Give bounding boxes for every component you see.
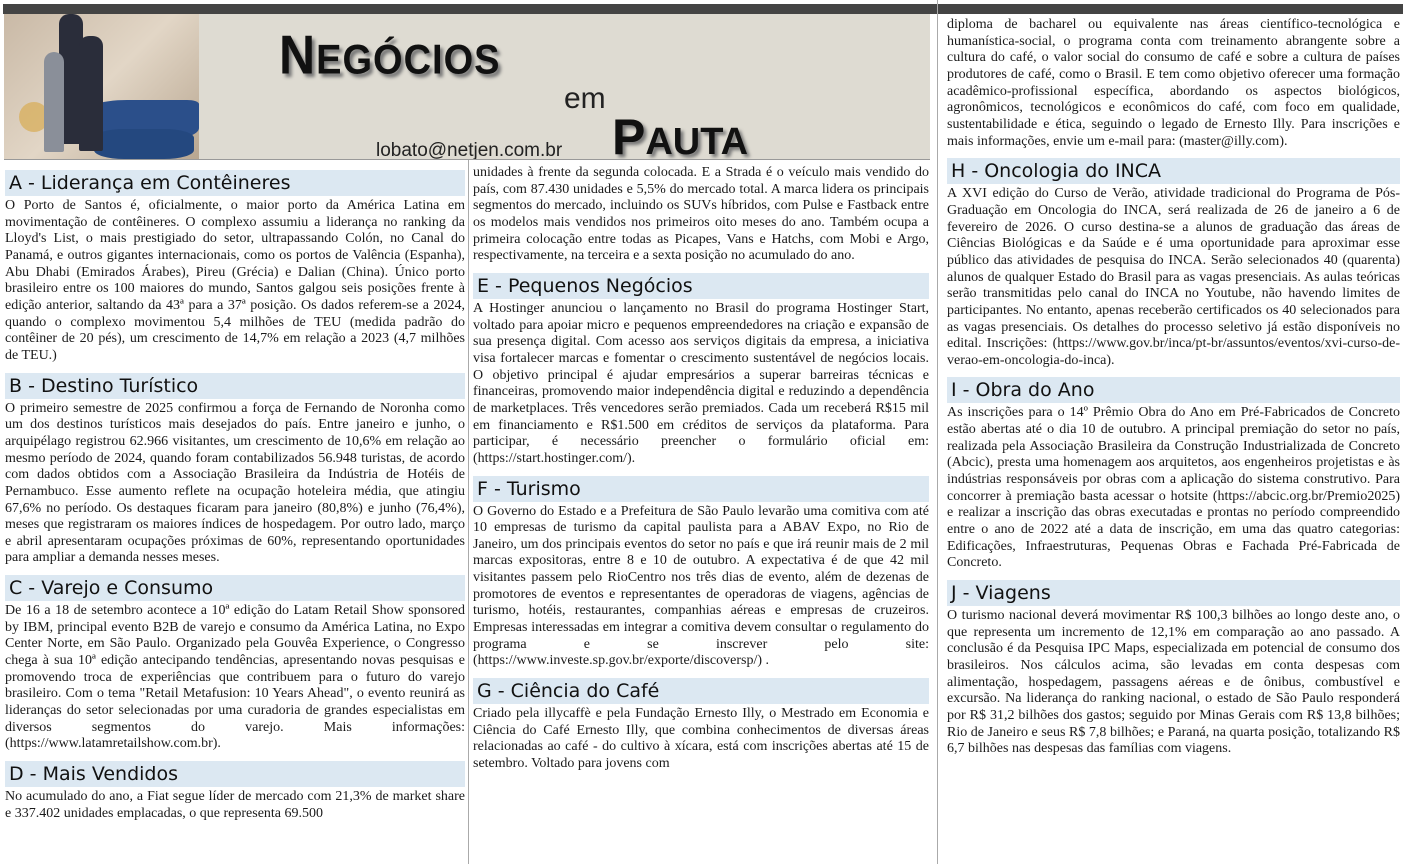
column-3 <box>947 17 1400 758</box>
section-text: Criado pela illycaffè e pela Fundação Ernesto Illy, o Mestrado em Economia e Ciência do Café Ernesto Illy, que combina conhecimentos de diversas áreas relacionadas ao café - do cultivo à xícara, está com inscrições abertas até 15 de setembro. Voltado para jovens com <box>473 706 929 772</box>
contact-email: lobato@netjen.com.br <box>376 140 563 160</box>
column-1 <box>5 168 465 822</box>
section-heading: F - Turismo <box>473 476 929 502</box>
section-text: O Governo do Estado e a Prefeitura de São Paulo levarão uma comitiva com até 10 empresas de turismo da capital paulista para a ABAV Expo, no Rio de Janeiro, um dos principais eventos do setor no país e que irá reunir mais de 2 mil marcas expositoras, entre 8 e 10 de outubro. A expectativa é de que 42 mil visitantes passem pelo RioCentro nos três dias de evento, além de dezenas de promotores de eventos e representantes de operadoras de viagens, agências de turismo, hotéis, restaurantes, companhias aéreas e empresas de cruzeiros. Empresas interessadas em integrar a comitiva devem consultar o regulamento do programa e se inscrever pelo site: (https://www.investe.sp.gov.br/exporte/discoversp/) . <box>473 503 929 669</box>
top-rule <box>3 4 1403 14</box>
section-text: No acumulado do ano, a Fiat segue líder de mercado com 21,3% de market share e 337.402 unidades emplacadas, o que representa 69.500 <box>5 789 465 821</box>
section-text: O Porto de Santos é, oficialmente, o maior porto da América Latina em movimentação de contêineres. O complexo assumiu a liderança no ranking da Lloyd's List, o mais prestigiado do setor, ultrapassando Colón, no Canal do Panamá, e outros gigantes internacionais, como os portos de Valência (Espanha), Abu Dhabi (Emirados Árabes), Pireu (Grécia) e Dalian (China). Único porto brasileiro entre os 100 maiores do mundo, Santos galgou seis posições frente à edição anterior, saltando da 43ª para a 37ª posição. Os dados referem-se a 2024, quando o complexo movimentou 5,4 milhões de TEU (medida padrão do contêiner de 20 pés), um crescimento de 14,7% em relação a 2023 (4,7 milhões de TEU.) <box>5 198 465 363</box>
column-divider <box>937 0 938 864</box>
section-text: O turismo nacional deverá movimentar R$ 100,3 bilhões ao longo deste ano, o que representa um incremento de 12,1% em comparação ao ano passado. A conclusão é da Pesquisa IPC Maps, especializada em potencial de consumo dos brasileiros. Nos cálculos acima, são levadas em conta despesas com alimentação, hospedagem, passagens aéreas e de ônibus, combustível e excursão. Na liderança do ranking nacional, o estado de São Paulo responderá por R$ 31,2 bilhões dos gastos; seguido por Minas Gerais com R$ 13,8 bilhões; Rio de Janeiro e seus R$ 7,8 bilhões; e Paraná, na quarta posição, totalizando R$ 6,7 bilhões nas despesas das famílias com viagens. <box>947 608 1400 757</box>
section-heading: E - Pequenos Negócios <box>473 273 929 299</box>
section-text: O primeiro semestre de 2025 confirmou a força de Fernando de Noronha como um dos destinos turísticos mais desejados do país. Entre janeiro e junho, o arquipélago registrou 62.966 visitantes, um crescimento de 10,6% em relação ao mesmo período de 2024, quando foram contabilizados 56.948 turistas, de acordo com dados obtidos com a Associação Brasileira da Indústria de Hotéis de Pernambuco. Esse aumento reflete na ocupação hoteleira média, que atingiu 67,6% no período. Os destaques ficaram para janeiro (80,8%) e junho (76,4%), meses que registraram os maiores índices de hospedagem. Por outro lado, março e abril apresentaram ocupações próximas de 60%, representando oportunidades para ampliar a demanda nesses meses. <box>5 400 465 566</box>
section-heading: I - Obra do Ano <box>947 377 1400 403</box>
masthead-title-negocios: NEGÓCIOS <box>279 24 501 86</box>
section-heading: H - Oncologia do INCA <box>947 158 1400 184</box>
section-text: A XVI edição do Curso de Verão, atividade tradicional do Programa de Pós-Graduação em Oncologia do INCA, será realizada de 26 de janeiro a 6 de fevereiro de 2026. O curso destina-se a alunos de graduação das áreas de Ciências Biológicas e da Saúde e é uma oportunidade para aproximar esse público das atividades de pesquisa do INCA. Serão selecionados 40 (quarenta) alunos de qualquer Estado do Brasil para as vagas presenciais. As aulas teóricas serão transmitidas pelo canal do INCA no Youtube, não havendo limites de participantes. No entanto, apenas receberão certificados os 40 selecionados para as vagas presenciais. Os detalhes do processo seletivo já estão disponíveis no edital. Inscrições: (https://www.gov.br/inca/pt-br/assuntos/eventos/xvi-curso-de-verao-em-oncologia-do-inca). <box>947 186 1400 368</box>
section-heading: G - Ciência do Café <box>473 678 929 704</box>
section-text: unidades à frente da segunda colocada. E a Strada é o veículo mais vendido do país, com 87.430 unidades e 5,5% do mercado total. A marca lidera os principais segmentos do mercado, incluindo os SUVs híbridos, com Pulse e Fastback entre os modelos mais vendidos nos primeiros oito meses do ano. Também ocupa a primeira colocação entre todas as Picapes, Vans e Hatchs, com Mobi e Argo, respectivamente, na terceira e a sexta posição no acumulado do ano. <box>473 165 929 264</box>
section-heading: D - Mais Vendidos <box>5 761 465 787</box>
handshake-photo <box>4 14 199 160</box>
masthead-title-em: em <box>564 82 606 115</box>
masthead-banner <box>4 14 930 160</box>
section-heading: B - Destino Turístico <box>5 373 465 399</box>
section-text: A Hostinger anunciou o lançamento no Brasil do programa Hostinger Start, voltado para apoiar micro e pequenos empreendedores na criação e expansão de sua presença digital. Com acesso aos serviços digitais da empresa, a iniciativa visa fortalecer marcas e fomentar o crescimento sustentável de negócios locais. O objetivo principal é ajudar empresários a superar barreiras técnicas e financeiras, promovendo maior independência digital e reduzindo a dependência de marketplaces. Três vencedores serão premiados. Cada um receberá R$15 mil em financiamento e R$1.500 em créditos de serviços da plataforma. Para participar, é necessário preencher o formulário oficial em: (https://start.hostinger.com/). <box>473 300 929 466</box>
section-heading: A - Liderança em Contêineres <box>5 170 465 196</box>
section-heading: J - Viagens <box>947 580 1400 606</box>
section-heading: C - Varejo e Consumo <box>5 575 465 601</box>
section-text: De 16 a 18 de setembro acontece a 10ª edição do Latam Retail Show sponsored by IBM, principal evento B2B de varejo e consumo da América Latina, no Expo Center Norte, em São Paulo. Organizado pela Gouvêa Experience, o Congresso chega à sua 10ª edição antecipando tendências, apresentando novas pesquisas e promovendo troca de experiências que contribuem para o futuro do varejo brasileiro. Com o tema "Retail Metafusion: 10 Years Ahead", o evento reunirá as lideranças do setor selecionadas por uma curadoria de grandes especialistas em diversos segmentos do varejo. Mais informações: (https://www.latamretailshow.com.br). <box>5 603 465 752</box>
section-text: As inscrições para o 14º Prêmio Obra do Ano em Pré-Fabricados de Concreto estão abertas até o dia 10 de outubro. A principal premiação do setor no país, realizada pela Associação Brasileira da Construção Industrializada de Concreto (Abcic), presta uma homenagem aos arquitetos, aos engenheiros projetistas e às indústrias responsáveis por obras com a aplicação do sistema construtivo. Para concorrer à premiação basta acessar o hotsite (https://abcic.org.br/Premio2025) e realizar a inscrição das obras executadas e prontas no período compreendido entre o ano de 2022 até a data de inscrição, em uma das quatro categorias: Edificações, Infraestruturas, Pequenas Obras e Fachada Pré-Fabricada de Concreto. <box>947 405 1400 571</box>
column-2 <box>473 165 929 773</box>
column-divider <box>468 160 469 864</box>
section-text: diploma de bacharel ou equivalente nas áreas científico-tecnológica e humanística-social, o programa conta com treinamento abrangente sobre a cultura do café, o valor social do consumo de café e sobre a cultura de países produtores de café, como o Brasil. E tem como objetivo oferecer uma formação acadêmico-profissional específica, abordando os aspectos biológicos, agronômicos, tecnológicos e econômicos do café, com foco em qualidade, sustentabilidade e ética, seguindo o legado de Ernesto Illy. Para inscrições e mais informações, envie um e-mail para: (master@illy.com). <box>947 17 1400 149</box>
masthead-title-pauta: PAUTA <box>612 109 749 160</box>
